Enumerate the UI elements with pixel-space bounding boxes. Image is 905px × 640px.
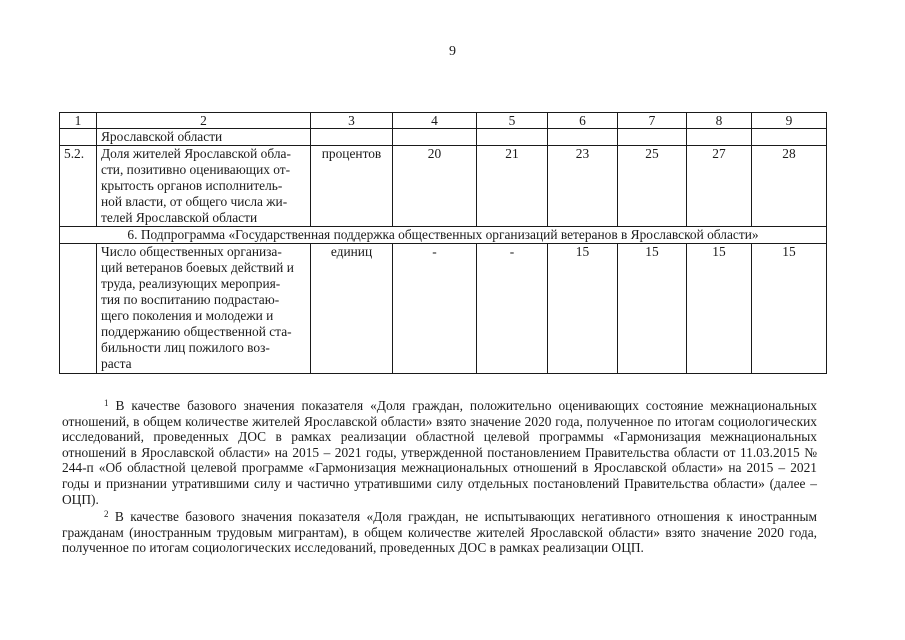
column-header: 5 — [477, 113, 548, 129]
footnote — [62, 396, 817, 507]
column-header: 4 — [393, 113, 477, 129]
footnote-text: В качестве базового значения показателя «Доля граждан, положительно оценивающих состояние межнациональных отношений, в общем количестве жителей Ярославской области» взято значение 2020 года, полученное по итогам социологических исследований, проведенных ДОС в рамках реализации областной целевой программы «Гармонизация межнациональных отношений в Ярославской области» на 2015 – 2021 годы, утвержденной постановлением Правительства области от 11.03.2015 № 244-п «Об областной целевой программе «Гармонизация межнациональных отношений в Ярославской области» на 2015 – 2021 годы и признании утратившими силу и частично утратившими силу отдельных постановлений Правительства области» (далее – ОЦП). — [62, 398, 817, 507]
indicator-value: - — [393, 244, 477, 374]
indicator-name: Ярославской области — [97, 129, 311, 146]
indicator-value: 25 — [618, 146, 687, 227]
subprogram-row — [60, 227, 827, 244]
footnote-text: В качестве базового значения показателя «Доля граждан, не испытывающих негативного отношения к иностранным гражданам (иностранным трудовым мигрантам), в общем количестве жителей Ярославской области» взято значение 2020 года, полученное по итогам социологических исследований, проведенных ДОС в рамках реализации ОЦП. — [62, 509, 817, 556]
column-header: 3 — [311, 113, 393, 129]
indicator-name: Число общественных организа- ций ветеранов боевых действий и труда, реализующих мероприя- тия по воспитанию подрастаю- щего поколения и молодежи и поддержанию общественной ста- бильности лиц пожилого воз- раста — [97, 244, 311, 374]
footnote-mark: 2 — [104, 509, 109, 520]
footnote-mark: 1 — [104, 398, 109, 408]
indicator-value: 15 — [752, 244, 827, 374]
indicator-number — [60, 244, 97, 374]
indicators-table — [59, 112, 827, 374]
table-header-row — [60, 113, 827, 129]
indicator-value: 20 — [393, 146, 477, 227]
table-row — [60, 129, 827, 146]
indicator-value: 15 — [548, 244, 618, 374]
indicator-value: - — [477, 244, 548, 374]
column-header: 6 — [548, 113, 618, 129]
table-row — [60, 146, 827, 227]
footnote — [62, 507, 817, 556]
column-header: 9 — [752, 113, 827, 129]
indicator-unit: процентов — [311, 146, 393, 227]
indicator-value: 15 — [687, 244, 752, 374]
column-header: 2 — [97, 113, 311, 129]
column-header: 7 — [618, 113, 687, 129]
indicator-value: 27 — [687, 146, 752, 227]
indicator-value: 21 — [477, 146, 548, 227]
subprogram-title: 6. Подпрограмма «Государственная поддержка общественных организаций ветеранов в Ярославской области» — [60, 227, 827, 244]
indicator-value: 15 — [618, 244, 687, 374]
indicator-name: Доля жителей Ярославской обла- сти, позитивно оценивающих от- крытость органов исполнитель- ной власти, от общего числа жи- телей Ярославской области — [97, 146, 311, 227]
column-header: 1 — [60, 113, 97, 129]
indicator-value: 28 — [752, 146, 827, 227]
page-number: 9 — [449, 44, 456, 59]
indicator-number: 5.2. — [60, 146, 97, 227]
column-header: 8 — [687, 113, 752, 129]
indicator-value: 23 — [548, 146, 618, 227]
table-row — [60, 244, 827, 374]
footnotes — [62, 396, 817, 556]
indicator-unit: единиц — [311, 244, 393, 374]
